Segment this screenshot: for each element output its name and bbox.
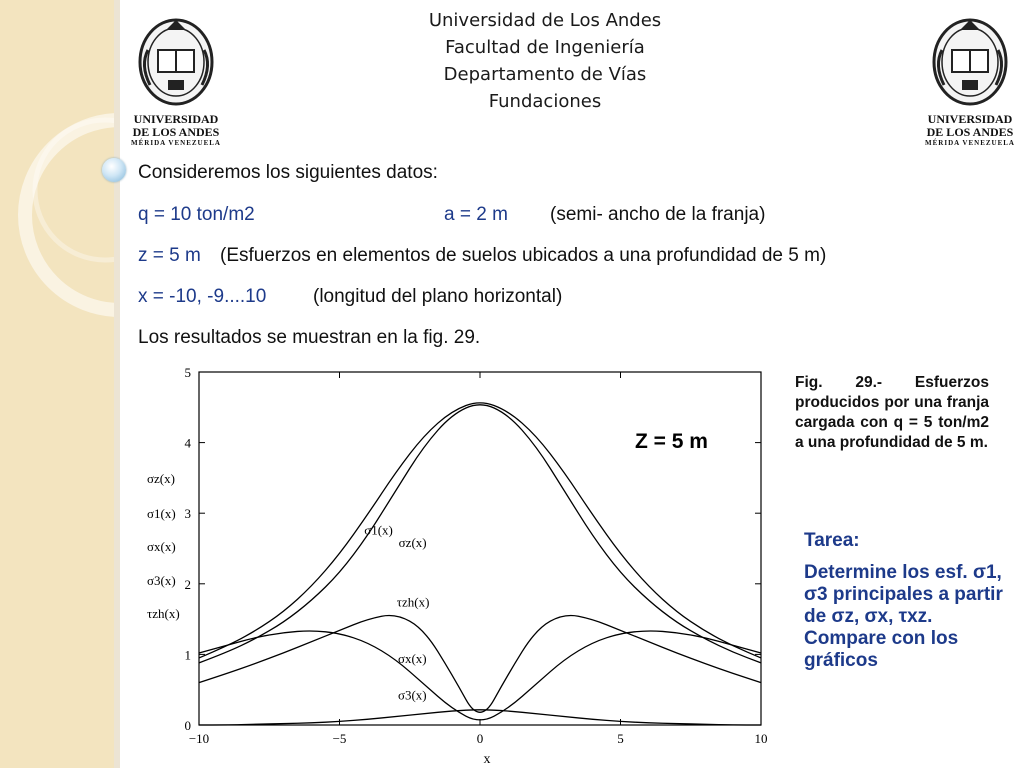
intro-text: Consideremos los siguientes datos: (138, 162, 438, 183)
y-tick-label: 4 (184, 435, 191, 451)
header-faculty: Facultad de Ingeniería (445, 37, 645, 58)
series-label: σz(x) (398, 535, 427, 551)
series-label: σ3(x) (397, 687, 427, 703)
z-note: (Esfuerzos en elementos de suelos ubicados a una profundidad de 5 m) (220, 245, 827, 266)
decorative-sidebar (0, 0, 114, 768)
university-seal-icon (126, 10, 226, 110)
series-label: τzh(x) (396, 594, 430, 610)
legend-entry: σz(x) (147, 471, 175, 486)
legend-entry: σ1(x) (147, 506, 176, 521)
x-tick-label: 5 (617, 731, 624, 746)
y-tick-label: 2 (184, 576, 191, 592)
legend-entry: σ3(x) (147, 573, 176, 588)
logo-city: MÉRIDA VENEZUELA (131, 139, 221, 147)
depth-annotation: Z = 5 m (635, 430, 708, 453)
stress-chart (135, 360, 775, 770)
sidebar-divider (114, 0, 120, 768)
logo-name-line2: DE LOS ANDES (926, 125, 1014, 139)
a-value: a = 2 m (444, 204, 508, 225)
x-tick-label: 0 (476, 731, 484, 746)
x-tick-label: 10 (754, 731, 768, 746)
university-seal-icon (920, 10, 1020, 110)
x-value: x = -10, -9....10 (138, 286, 267, 307)
legend (147, 471, 180, 621)
figure-caption: Fig. 29.- Esfuerzos producidos por una franja cargada con q = 5 ton/m2 a una profundidad de 5 m. (795, 374, 989, 451)
task-title: Tarea: (804, 530, 860, 551)
y-tick-label: 5 (184, 365, 191, 380)
logo-name-line1: UNIVERSIDAD (133, 112, 219, 126)
a-note: (semi- ancho de la franja) (550, 204, 766, 225)
task-box (804, 530, 1004, 672)
university-logo-left (126, 10, 226, 150)
decorative-arcs (0, 0, 114, 768)
y-tick-label: 3 (184, 506, 191, 522)
x-tick-label: −10 (188, 731, 210, 746)
bullet-icon (102, 158, 126, 182)
header-department: Departamento de Vías (443, 64, 647, 85)
x-tick-label: −5 (332, 731, 347, 746)
y-tick-label: 1 (184, 647, 191, 663)
logo-name-line2: DE LOS ANDES (132, 125, 220, 139)
series-label: σx(x) (397, 650, 427, 666)
logo-city: MÉRIDA VENEZUELA (925, 139, 1015, 147)
x-axis-label: x (483, 752, 491, 765)
legend-entry: σx(x) (147, 539, 176, 554)
stress-chart-svg (135, 360, 775, 765)
logo-name-line1: UNIVERSIDAD (927, 112, 1013, 126)
q-value: q = 10 ton/m2 (138, 204, 255, 225)
legend-entry: τzh(x) (147, 606, 180, 621)
results-text: Los resultados se muestran en la fig. 29. (138, 327, 481, 348)
header-university: Universidad de Los Andes (428, 10, 662, 31)
header-course: Fundaciones (488, 91, 602, 112)
task-text: Determine los esf. σ1, σ3 principales a partir de σz, σx, τxz. Compare con los gráficos (804, 562, 1003, 671)
series-label: σ1(x) (364, 522, 393, 538)
plot-frame (199, 372, 761, 725)
x-note: (longitud del plano horizontal) (313, 286, 563, 307)
y-tick-label: 0 (184, 718, 191, 733)
university-logo-right (920, 10, 1020, 150)
z-value: z = 5 m (138, 245, 201, 266)
